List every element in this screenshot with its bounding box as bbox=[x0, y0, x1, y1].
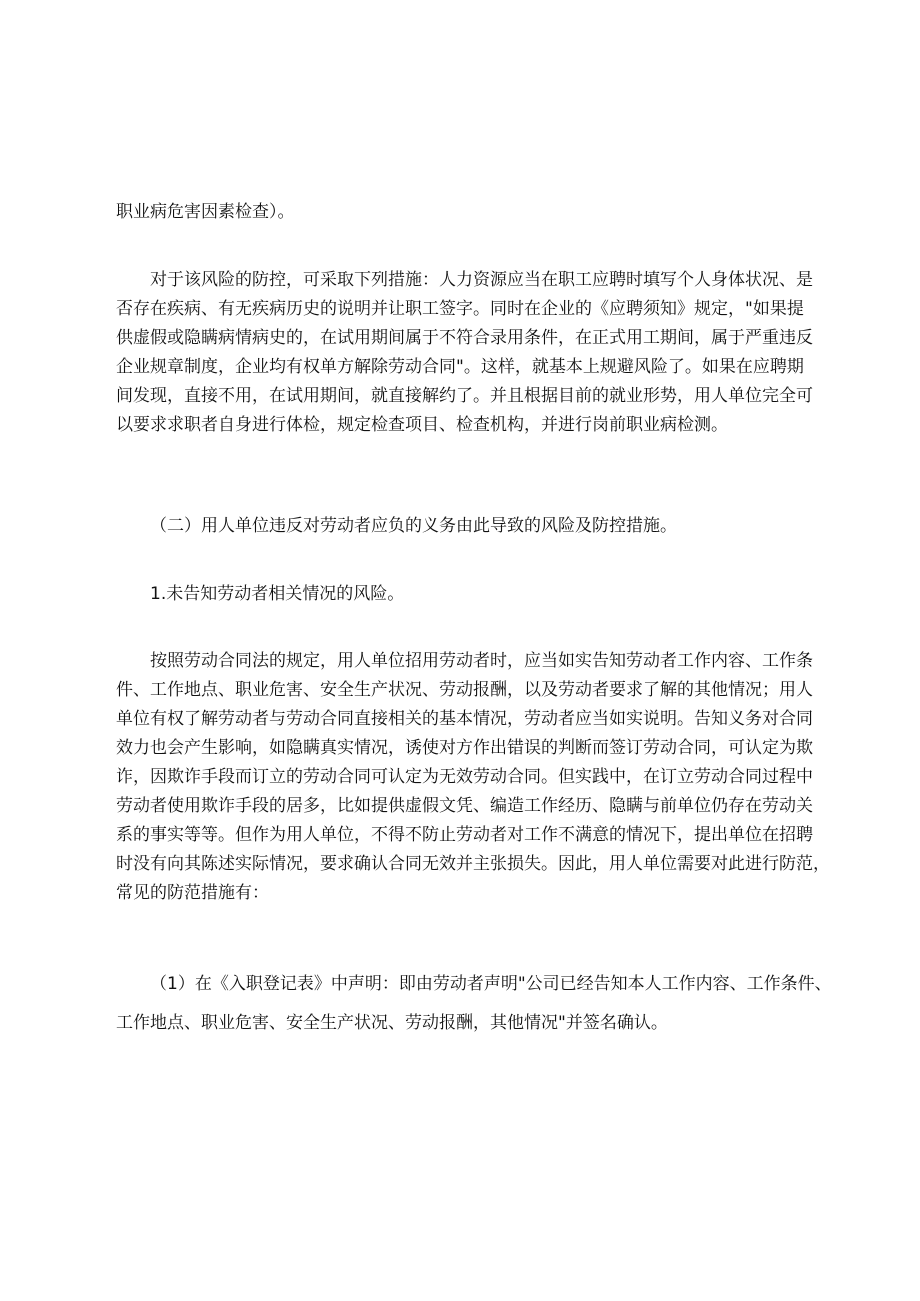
paragraph-law-line-5: 诈，因欺诈手段而订立的劳动合同可认定为无效劳动合同。但实践中，在订立劳动合同过程中 bbox=[116, 767, 813, 787]
paragraph-prevention-line-5: 间发现，直接不用，在试用期间，就直接解约了。并且根据目前的就业形势，用人单位完全可 bbox=[116, 386, 813, 406]
paragraph-prevention-line-1: 对于该风险的防控，可采取下列措施：人力资源应当在职工应聘时填写个人身体状况、是 bbox=[150, 270, 813, 290]
measure-1-line-1: （1）在《入职登记表》中声明：即由劳动者声明"公司已经告知本人工作内容、工作条件、 bbox=[150, 974, 832, 994]
paragraph-prevention-line-6: 以要求求职者自身进行体检，规定检查项目、检查机构，并进行岗前职业病检测。 bbox=[116, 415, 728, 435]
section-heading: （二）用人单位违反对劳动者应负的义务由此导致的风险及防控措施。 bbox=[150, 516, 677, 536]
paragraph-prevention-line-4: 企业规章制度，企业均有权单方解除劳动合同"。这样，就基本上规避风险了。如果在应聘期 bbox=[116, 357, 804, 377]
fragment-line: 职业病危害因素检查）。 bbox=[116, 202, 295, 222]
paragraph-law-line-9: 常见的防范措施有： bbox=[116, 883, 269, 903]
paragraph-law-line-7: 系的事实等等。但作为用人单位，不得不防止劳动者对工作不满意的情况下，提出单位在招聘 bbox=[116, 825, 813, 845]
paragraph-law-line-2: 件、工作地点、职业危害、安全生产状况、劳动报酬，以及劳动者要求了解的其他情况；用人 bbox=[116, 680, 813, 700]
paragraph-prevention-line-2: 否存在疾病、有无疾病历史的说明并让职工签字。同时在企业的《应聘须知》规定，"如果提 bbox=[116, 299, 804, 319]
subsection-heading: 1.未告知劳动者相关情况的风险。 bbox=[150, 584, 405, 604]
paragraph-law-line-8: 时没有向其陈述实际情况，要求确认合同无效并主张损失。因此，用人单位需要对此进行防范， bbox=[116, 854, 830, 874]
paragraph-prevention-line-3: 供虚假或隐瞒病情病史的，在试用期间属于不符合录用条件，在正式用工期间，属于严重违反 bbox=[116, 328, 813, 348]
paragraph-law-line-4: 效力也会产生影响，如隐瞒真实情况，诱使对方作出错误的判断而签订劳动合同，可认定为欺 bbox=[116, 738, 813, 758]
paragraph-law-line-1: 按照劳动合同法的规定，用人单位招用劳动者时，应当如实告知劳动者工作内容、工作条 bbox=[150, 651, 813, 671]
paragraph-law-line-3: 单位有权了解劳动者与劳动合同直接相关的基本情况，劳动者应当如实说明。告知义务对合同 bbox=[116, 709, 813, 729]
measure-1-line-2: 工作地点、职业危害、安全生产状况、劳动报酬，其他情况"并签名确认。 bbox=[116, 1013, 668, 1033]
paragraph-law-line-6: 劳动者使用欺诈手段的居多，比如提供虚假文凭、编造工作经历、隐瞒与前单位仍存在劳动关 bbox=[116, 796, 813, 816]
